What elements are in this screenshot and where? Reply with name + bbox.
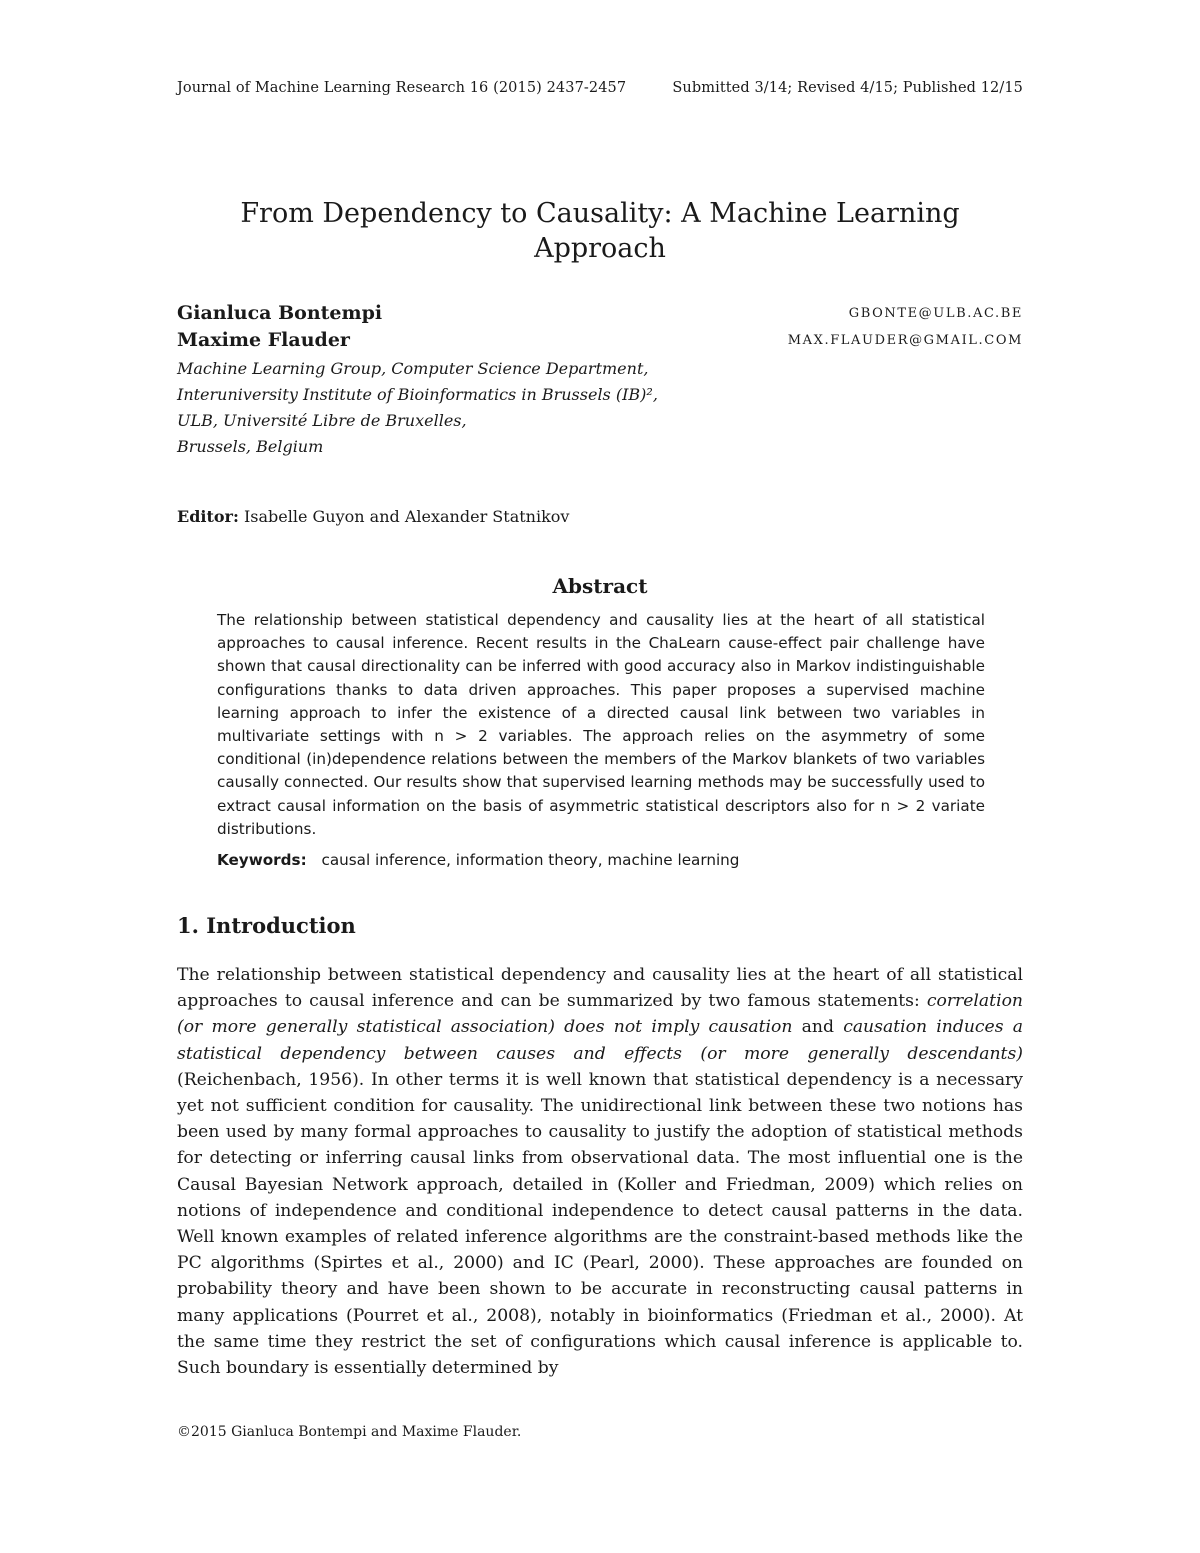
author-name: Maxime Flauder — [177, 329, 350, 351]
intro-emphasis: causation induces a statistical dependency between causes and effects (or more generally descendants) — [177, 1017, 1023, 1064]
keywords-line — [217, 851, 985, 869]
intro-text: (Reichenbach, 1956). In other terms it is well known that statistical dependency is a necessary yet not sufficient condition for causality. The unidirectional link between these two notions has been used by many formal approaches to causality to justify the adoption of statistical methods for detecting or inferring causal links from observational data. The most influential one is the Causal Bayesian Network approach, detailed in (Koller and Friedman, 2009) which relies on notions of independence and conditional independence to detect causal patterns in the data. Well known examples of related inference algorithms are the constraint-based methods like the PC algorithms (Spirtes et al., 2000) and IC (Pearl, 2000). These approaches are founded on probability theory and have been shown to be accurate in reconstructing causal patterns in many applications (Pourret et al., 2008), notably in bioinformatics (Friedman et al., 2000). At the same time they restrict the set of configurations which causal inference is applicable to. Such boundary is essentially determined by — [177, 1069, 1023, 1379]
author-email[interactable]: GBONTE@ULB.AC.BE — [848, 306, 1023, 321]
intro-text: and — [792, 1017, 844, 1038]
abstract-text: The relationship between statistical dependency and causality lies at the heart of all statistical approaches to causal inference. Recent results in the ChaLearn cause-effect pair challenge have shown that causal directionality can be inferred with good accuracy also in Markov indistinguishable configurations thanks to data driven approaches. This paper proposes a supervised machine learning approach to infer the existence of a directed causal link between two variables in multivariate settings with n > 2 variables. The approach relies on the asymmetry of some conditional (in)dependence relations between the members of the Markov blankets of two variables causally connected. Our results show that supervised learning methods may be successfully used to extract causal information on the basis of asymmetric statistical descriptors also for n > 2 variate distributions. — [217, 611, 985, 838]
author-block — [177, 302, 1023, 460]
journal-citation: Journal of Machine Learning Research 16 (2015) 2437-2457 — [177, 80, 627, 96]
copyright-footer: ©2015 Gianluca Bontempi and Maxime Flauder. — [177, 1424, 522, 1440]
submission-dates: Submitted 3/14; Revised 4/15; Published 12/15 — [672, 80, 1023, 96]
affiliation-line: Interuniversity Institute of Bioinformatics in Brussels (IB)², — [177, 385, 658, 404]
editor-label: Editor: — [177, 507, 239, 526]
editor-names: Isabelle Guyon and Alexander Statnikov — [243, 507, 570, 526]
affiliation — [177, 356, 1023, 460]
abstract-heading: Abstract — [552, 574, 648, 598]
affiliation-line: ULB, Université Libre de Bruxelles, — [177, 411, 467, 430]
intro-text: The relationship between statistical dependency and causality lies at the heart of all statistical approaches to causal inference and can be summarized by two famous statements: — [177, 965, 1023, 1012]
running-head — [177, 80, 1023, 102]
author-row — [177, 329, 1023, 356]
paper-title: From Dependency to Causality: A Machine Learning Approach — [240, 198, 960, 264]
keywords-label: Keywords: — [217, 851, 307, 869]
intro-emphasis: correlation (or more generally statistical association) does not imply causation — [177, 991, 1023, 1038]
author-name: Gianluca Bontempi — [177, 302, 383, 324]
affiliation-line: Brussels, Belgium — [177, 437, 324, 456]
editor-line — [177, 507, 569, 526]
keywords-text: causal inference, information theory, machine learning — [321, 851, 740, 869]
author-email[interactable]: MAX.FLAUDER@GMAIL.COM — [787, 333, 1023, 348]
affiliation-line: Machine Learning Group, Computer Science Department, — [177, 359, 649, 378]
introduction-paragraph — [177, 962, 1023, 1381]
author-row — [177, 302, 1023, 329]
section-heading: 1. Introduction — [177, 913, 356, 938]
